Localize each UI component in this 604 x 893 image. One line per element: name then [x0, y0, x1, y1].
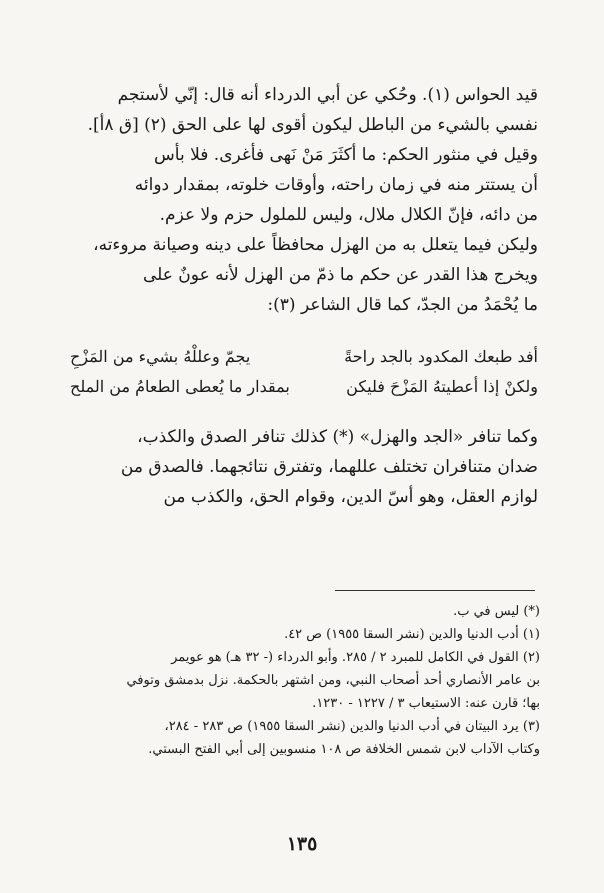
- footnote-line: (٢) القول في الكامل للمبرد ٢ / ٢٨٥. وأبو الدرداء (- ٣٢ هـ) هو عويمر: [171, 650, 540, 665]
- footnote-line: (*) ليس في ب.: [453, 604, 540, 619]
- footnote-line: بها؛ قارن عنه: الاستيعاب ٣ / ١٢٢٧ - ١٢٣٠.: [312, 696, 540, 711]
- prose-block-2: [70, 422, 538, 512]
- verse-second-hemistich: بمقدار ما يُعطى الطعامُ من الملح: [70, 377, 290, 396]
- text-line: من دائه، فإنّ الكلال ملال، وليس للملول حزم ولا عزم.: [159, 205, 538, 225]
- page-body: [70, 80, 538, 512]
- verse-line: [70, 372, 538, 402]
- footnote-line: بن عامر الأنصاري أحد أصحاب النبي، ومن اشتهر بالحكمة. نزل بدمشق وتوفي: [126, 673, 540, 688]
- verse-line: [70, 342, 538, 372]
- poem-verses: [70, 342, 538, 402]
- text-line: وليكن فيما يتعلل به من الهزل محافظاً على دينه وصيانة مروءته،: [93, 235, 538, 255]
- footnotes: [70, 600, 540, 761]
- text-line: وقيل في منثور الحكم: ما أكثَرَ مَنْ نَهى فأغرى. فلا بأس: [154, 145, 538, 165]
- verse-first-hemistich: أفد طبعك المكدود بالجد راحةً: [344, 347, 538, 366]
- text-line: وكما تنافر «الجد والهزل» (*) كذلك تنافر الصدق والكذب،: [137, 427, 538, 447]
- prose-block-1: [70, 80, 538, 320]
- footnote-line: (١) أدب الدنيا والدين (نشر السقا ١٩٥٥) ص ٤٢.: [284, 627, 540, 642]
- text-line: قيد الحواس (١). وحُكي عن أبي الدرداء أنه قال: إنّي لأستجم: [117, 85, 538, 105]
- verse-first-hemistich: ولكنْ إذا أعطيتهُ المَزْحَ فليكن: [346, 377, 538, 396]
- text-line: ما يُحْمَدُ من الجدّ، كما قال الشاعر (٣):: [267, 295, 538, 315]
- footnote-line: وكتاب الآداب لابن شمس الخلافة ص ١٠٨ منسوبين إلى أبي الفتح البستي.: [148, 742, 540, 757]
- footnote-divider: [335, 590, 535, 591]
- footnote-line: (٣) يرد البيتان في أدب الدنيا والدين (نشر السقا ١٩٥٥) ص ٢٨٣ - ٢٨٤،: [164, 719, 540, 734]
- text-line: نفسي بالشيء من الباطل ليكون أقوى لها على الحق (٢) [ق ٨أ].: [87, 115, 538, 135]
- verse-second-hemistich: يجمّ وعللْهُ بشيء من المَزْحِ: [70, 347, 251, 366]
- text-line: ضدان متنافران تختلف عللهما، وتفترق نتائجهما. فالصدق من: [120, 457, 538, 477]
- page-number: ١٣٥: [286, 833, 318, 855]
- text-line: لوازم العقل، وهو أسّ الدين، وقوام الحق، والكذب من: [163, 487, 538, 507]
- text-line: ويخرج هذا القدر عن حكم ما ذمّ من الهزل لأنه عونٌ على: [142, 265, 538, 285]
- text-line: أن يستتر منه في زمان راحته، وأوقات خلوته، بمقدار دوائه: [134, 175, 538, 195]
